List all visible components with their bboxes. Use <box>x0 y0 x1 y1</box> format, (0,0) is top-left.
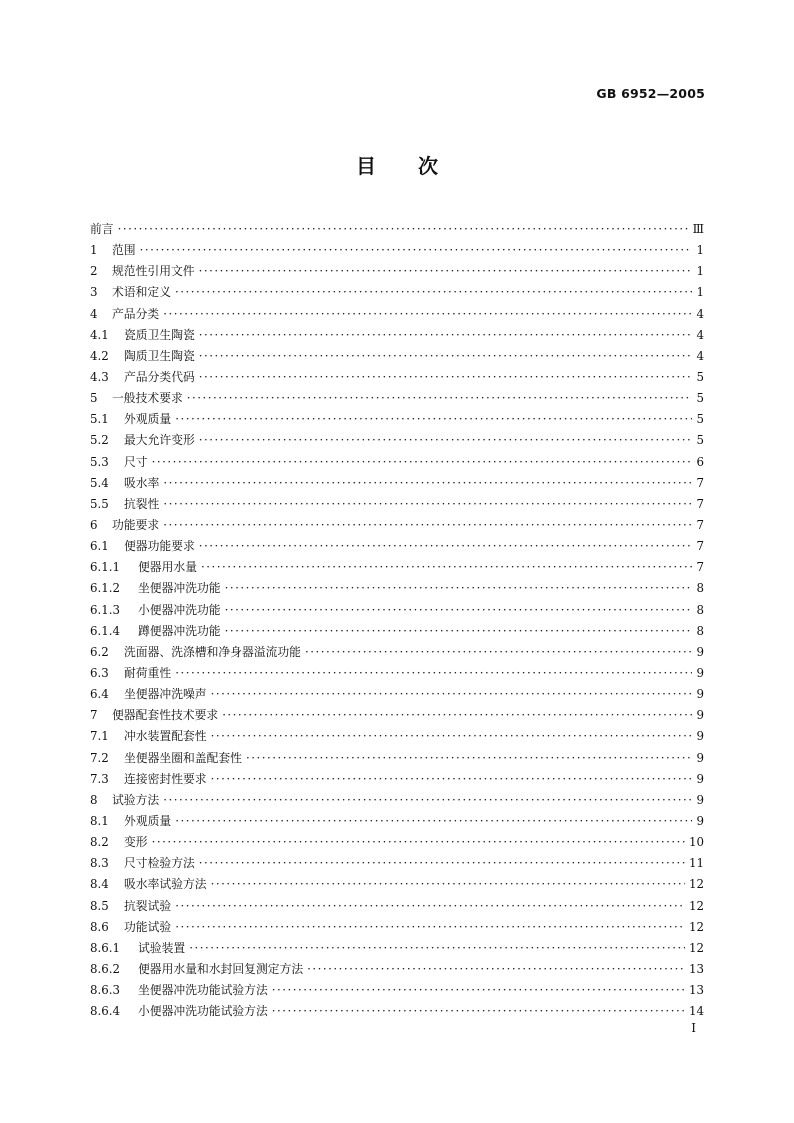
toc-entry[interactable] <box>90 453 704 474</box>
toc-entry[interactable] <box>90 939 704 960</box>
toc-entry-page: 1 <box>696 285 704 300</box>
toc-entry[interactable] <box>90 727 704 748</box>
toc-leader-dots <box>199 539 692 553</box>
toc-leader-dots <box>211 772 692 786</box>
toc-entry[interactable] <box>90 833 704 854</box>
toc-leader-dots <box>187 391 692 405</box>
toc-leader-dots <box>211 687 692 701</box>
toc-entry[interactable] <box>90 643 704 664</box>
toc-entry-label: 外观质量 <box>124 813 172 828</box>
toc-entry-page: 13 <box>688 961 704 976</box>
toc-entry-page: 5 <box>696 433 704 448</box>
toc-entry-number: 4.3 <box>90 369 109 384</box>
toc-leader-dots <box>189 941 685 955</box>
toc-leader-dots <box>199 433 692 447</box>
toc-entry-label: 小便器冲洗功能试验方法 <box>138 1004 268 1019</box>
toc-entry[interactable] <box>90 410 704 431</box>
toc-leader-dots <box>163 307 692 321</box>
toc-entry-label: 抗裂试验 <box>124 898 172 913</box>
toc-entry-number: 6.1.2 <box>90 581 121 596</box>
toc-entry-label: 最大允许变形 <box>124 433 195 448</box>
toc-leader-dots <box>163 518 692 532</box>
toc-entry-label: 便器用水量 <box>138 560 197 575</box>
toc-entry-label: 坐便器冲洗功能 <box>138 581 221 596</box>
toc-entry-label: 蹲便器冲洗功能 <box>138 623 221 638</box>
toc-entry-page: 11 <box>688 856 704 871</box>
toc-leader-dots <box>163 793 692 807</box>
toc-entry-number: 5.1 <box>90 412 109 427</box>
toc-entry-page: 13 <box>688 983 704 998</box>
toc-entry[interactable] <box>90 791 704 812</box>
toc-leader-dots <box>211 729 692 743</box>
toc-entry-number: 7 <box>90 708 98 723</box>
toc-entry-label: 小便器冲洗功能 <box>138 602 221 617</box>
toc-leader-dots <box>163 497 692 511</box>
toc-entry[interactable] <box>90 1002 704 1023</box>
toc-entry[interactable] <box>90 347 704 368</box>
toc-entry[interactable] <box>90 537 704 558</box>
toc-entry-label: 坐便器冲洗功能试验方法 <box>138 983 268 998</box>
toc-entry[interactable] <box>90 685 704 706</box>
toc-entry-number: 6.3 <box>90 665 109 680</box>
toc-entry-page: 8 <box>696 623 704 638</box>
toc-entry-label: 耐荷重性 <box>124 665 172 680</box>
toc-entry[interactable] <box>90 749 704 770</box>
toc-entry-page: 12 <box>688 898 704 913</box>
toc-leader-dots <box>163 476 692 490</box>
toc-leader-dots <box>140 243 692 257</box>
toc-entry-label: 连接密封性要求 <box>124 771 207 786</box>
toc-entry[interactable] <box>90 516 704 537</box>
toc-entry-label: 试验方法 <box>112 792 160 807</box>
toc-entry-number: 2 <box>90 264 98 279</box>
toc-entry-number: 8.6.1 <box>90 940 121 955</box>
toc-entry-page: 9 <box>696 771 704 786</box>
toc-entry-number: 6.1.3 <box>90 602 121 617</box>
toc-entry-page: 9 <box>696 792 704 807</box>
toc-entry-number: 5.5 <box>90 496 109 511</box>
toc-entry-number: 8.6.3 <box>90 983 121 998</box>
toc-entry-page: 9 <box>696 665 704 680</box>
toc-entry-page: 5 <box>696 369 704 384</box>
toc-leader-dots <box>199 370 692 384</box>
toc-entry[interactable] <box>90 389 704 410</box>
toc-entry-page: 4 <box>696 306 704 321</box>
toc-entry[interactable] <box>90 220 704 241</box>
toc-leader-dots <box>225 624 692 638</box>
toc-entry[interactable] <box>90 981 704 1002</box>
toc-entry-page: 12 <box>688 919 704 934</box>
toc-entry[interactable] <box>90 368 704 389</box>
toc-entry[interactable] <box>90 474 704 495</box>
toc-entry-label: 前言 <box>90 222 114 236</box>
toc-entry-number: 7.3 <box>90 771 109 786</box>
toc-entry-label: 陶质卫生陶瓷 <box>124 348 195 363</box>
toc-entry-page: 12 <box>688 940 704 955</box>
toc-leader-dots <box>118 222 689 236</box>
toc-entry[interactable] <box>90 601 704 622</box>
toc-entry-number: 6.1.4 <box>90 623 121 638</box>
toc-entry-number: 6.1.1 <box>90 560 121 575</box>
toc-entry[interactable] <box>90 918 704 939</box>
toc-entry[interactable] <box>90 262 704 283</box>
toc-entry-label: 冲水装置配套性 <box>124 729 207 744</box>
toc-entry-page: 6 <box>696 454 704 469</box>
toc-entry-page: 7 <box>696 560 704 575</box>
toc-leader-dots <box>175 899 685 913</box>
toc-entry-label: 尺寸检验方法 <box>124 856 195 871</box>
toc-leader-dots <box>152 455 692 469</box>
toc-leader-dots <box>199 856 685 870</box>
toc-entry[interactable] <box>90 579 704 600</box>
toc-entry-page: 9 <box>696 708 704 723</box>
toc-entry-page: 8 <box>696 602 704 617</box>
toc-entry-page: 4 <box>696 348 704 363</box>
toc-entry-label: 洗面器、洗涤槽和净身器溢流功能 <box>124 644 301 659</box>
toc-entry-page: 5 <box>696 412 704 427</box>
toc-entry-number: 4.2 <box>90 348 109 363</box>
toc-entry-label: 便器功能要求 <box>124 539 195 554</box>
toc-entry-page: 12 <box>688 877 704 892</box>
toc-entry-page: 1 <box>696 243 704 258</box>
toc-entry-number: 8.6 <box>90 919 109 934</box>
toc-entry-page: 9 <box>696 729 704 744</box>
toc-entry-number: 8.3 <box>90 856 109 871</box>
toc-entry-number: 5.2 <box>90 433 109 448</box>
toc-entry[interactable] <box>90 706 704 727</box>
toc-leader-dots <box>272 983 685 997</box>
toc-entry-number: 7.2 <box>90 750 109 765</box>
toc-entry-label: 坐便器坐圈和盖配套性 <box>124 750 242 765</box>
toc-entry-number: 5 <box>90 391 98 406</box>
toc-leader-dots <box>175 814 692 828</box>
toc-entry-number: 6.1 <box>90 539 109 554</box>
toc-entry[interactable] <box>90 305 704 326</box>
toc-entry-page: 9 <box>696 644 704 659</box>
toc-entry-label: 产品分类 <box>112 306 160 321</box>
toc-entry-label: 便器用水量和水封回复测定方法 <box>138 961 304 976</box>
table-of-contents <box>90 220 704 1023</box>
toc-leader-dots <box>272 1004 685 1018</box>
toc-entry-number: 1 <box>90 243 98 258</box>
toc-entry[interactable] <box>90 495 704 516</box>
toc-entry-number: 4 <box>90 306 98 321</box>
toc-leader-dots <box>175 412 692 426</box>
toc-entry-label: 吸水率试验方法 <box>124 877 207 892</box>
toc-entry-number: 6 <box>90 517 98 532</box>
toc-leader-dots <box>211 877 685 891</box>
toc-leader-dots <box>246 751 692 765</box>
toc-entry[interactable] <box>90 812 704 833</box>
toc-entry-label: 产品分类代码 <box>124 369 195 384</box>
toc-entry[interactable] <box>90 854 704 875</box>
title-char-2: 次 <box>418 154 438 178</box>
toc-leader-dots <box>222 708 692 722</box>
toc-entry-label: 变形 <box>124 835 148 850</box>
toc-leader-dots <box>305 645 692 659</box>
toc-entry-page: 9 <box>696 813 704 828</box>
toc-entry-number: 8.1 <box>90 813 109 828</box>
toc-entry[interactable] <box>90 897 704 918</box>
toc-entry-label: 功能试验 <box>124 919 172 934</box>
toc-entry-number: 4.1 <box>90 327 109 342</box>
toc-entry-label: 便器配套性技术要求 <box>112 708 219 723</box>
toc-entry[interactable] <box>90 960 704 981</box>
toc-leader-dots <box>199 328 692 342</box>
toc-leader-dots <box>175 666 692 680</box>
toc-entry-page: Ⅲ <box>692 222 704 236</box>
toc-entry-number: 8.2 <box>90 835 109 850</box>
toc-leader-dots <box>175 285 692 299</box>
toc-entry-label: 抗裂性 <box>124 496 160 511</box>
toc-entry-label: 规范性引用文件 <box>112 264 195 279</box>
toc-entry-number: 8.5 <box>90 898 109 913</box>
toc-entry-page: 8 <box>696 581 704 596</box>
toc-entry-number: 8 <box>90 792 98 807</box>
toc-leader-dots <box>199 264 692 278</box>
toc-leader-dots <box>307 962 685 976</box>
toc-leader-dots <box>201 560 692 574</box>
toc-entry-page: 14 <box>688 1004 704 1019</box>
toc-entry-page: 5 <box>696 391 704 406</box>
toc-entry-number: 6.2 <box>90 644 109 659</box>
toc-leader-dots <box>225 581 692 595</box>
toc-entry-label: 一般技术要求 <box>112 391 183 406</box>
toc-entry-page: 7 <box>696 496 704 511</box>
page-folio: Ⅰ <box>691 1021 696 1035</box>
toc-leader-dots <box>175 920 685 934</box>
toc-entry-label: 试验装置 <box>138 940 186 955</box>
toc-entry-page: 9 <box>696 750 704 765</box>
toc-entry-number: 6.4 <box>90 687 109 702</box>
toc-entry-page: 7 <box>696 539 704 554</box>
toc-entry-label: 尺寸 <box>124 454 148 469</box>
title-char-1: 目 <box>356 154 376 178</box>
toc-leader-dots <box>225 603 692 617</box>
toc-entry-page: 7 <box>696 517 704 532</box>
toc-entry-label: 坐便器冲洗噪声 <box>124 687 207 702</box>
toc-entry[interactable] <box>90 622 704 643</box>
toc-entry-number: 7.1 <box>90 729 109 744</box>
toc-entry[interactable] <box>90 558 704 579</box>
toc-entry-number: 5.4 <box>90 475 109 490</box>
toc-entry-number: 3 <box>90 285 98 300</box>
toc-entry-page: 10 <box>688 835 704 850</box>
toc-leader-dots <box>199 349 692 363</box>
toc-entry-number: 8.4 <box>90 877 109 892</box>
toc-entry-page: 1 <box>696 264 704 279</box>
standard-code: GB 6952—2005 <box>596 86 705 101</box>
toc-entry-label: 瓷质卫生陶瓷 <box>124 327 195 342</box>
toc-entry[interactable] <box>90 664 704 685</box>
toc-entry-label: 范围 <box>112 243 136 258</box>
toc-entry-label: 术语和定义 <box>112 285 171 300</box>
page-title <box>0 150 794 179</box>
toc-entry-number: 5.3 <box>90 454 109 469</box>
toc-entry-label: 外观质量 <box>124 412 172 427</box>
toc-entry-page: 4 <box>696 327 704 342</box>
toc-entry[interactable] <box>90 875 704 896</box>
toc-entry-number: 8.6.4 <box>90 1004 121 1019</box>
toc-entry-page: 7 <box>696 475 704 490</box>
toc-entry-label: 吸水率 <box>124 475 160 490</box>
toc-entry-number: 8.6.2 <box>90 961 121 976</box>
toc-entry-page: 9 <box>696 687 704 702</box>
toc-entry[interactable] <box>90 326 704 347</box>
toc-entry[interactable] <box>90 283 704 304</box>
toc-leader-dots <box>152 835 685 849</box>
toc-entry[interactable] <box>90 431 704 452</box>
toc-entry[interactable] <box>90 241 704 262</box>
toc-entry[interactable] <box>90 770 704 791</box>
toc-entry-label: 功能要求 <box>112 517 160 532</box>
